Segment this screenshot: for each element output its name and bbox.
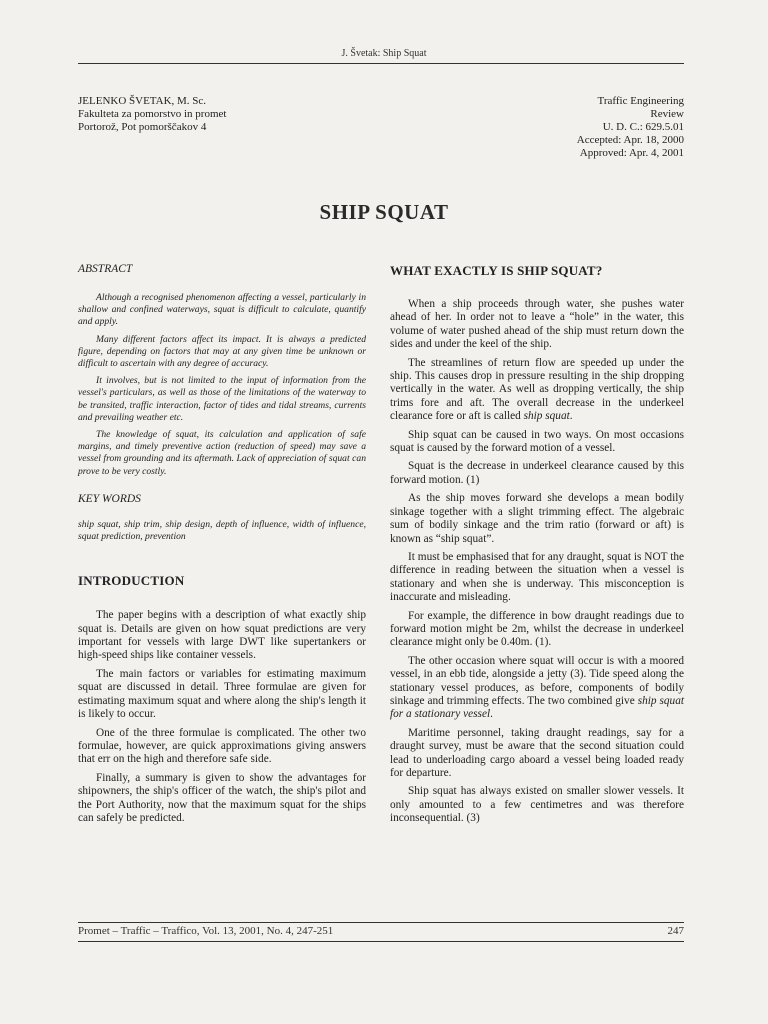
abstract-paragraph: It involves, but is not limited to the input of information from the vessel's particulars, as well as those of the limitations of the waterway to be transited, traffic interaction, factor of tides and tidal streams, currents and prevailing weather etc. <box>78 375 366 423</box>
abstract-heading: ABSTRACT <box>78 263 133 275</box>
author-affiliation: Fakulteta za pomorstvo in promet <box>78 108 227 120</box>
keywords-text: ship squat, ship trim, ship design, depth of influence, width of influence, squat prediction, prevention <box>78 518 366 543</box>
journal-line-1: Traffic Engineering <box>597 95 684 107</box>
body-paragraph <box>390 655 684 722</box>
abstract-paragraph: Many different factors affect its impact. It is always a predicted figure, depending on factors that may at any given time be unknown or difficult to ascertain with any degree of accuracy. <box>78 333 366 370</box>
paper-title: SHIP SQUAT <box>319 200 449 224</box>
body-paragraph: Ship squat has always existed on smaller slower vessels. It only amounted to a few centimetres and was therefore inconsequential. (3) <box>390 785 684 825</box>
author-address: Portorož, Pot pomorščakov 4 <box>78 121 207 133</box>
running-head: J. Švetak: Ship Squat <box>341 48 427 59</box>
journal-info <box>577 95 684 160</box>
body-text: The other occasion where squat will occur is with a moored vessel, in an ebb tide, alongside a jetty (3). Tide speed along the stationary vessel produces, as before, components of bodily sinkage and trimming effects. The two combined give <box>390 654 684 707</box>
body-text: . <box>569 410 573 423</box>
body-paragraph: When a ship proceeds through water, she pushes water ahead of her. In order not to leave a “hole” in the water, this volume of water pushed ahead of the ship must return down the sides and under the keel of the ship. <box>390 298 684 351</box>
introduction-paragraph: Finally, a summary is given to show the advantages for shipowners, the ship's officer of the watch, the ship's pilot and the Port Authority, now that the maximum squat for the ships can safely be predicted. <box>78 771 366 824</box>
footer-rule <box>78 922 684 923</box>
abstract-paragraph: The knowledge of squat, its calculation and application of safe margins, and timely preventive action (reduction of speed) may save a vessel from grounding and its aftermath. Lack of appreciation of squat can prove to be very costly. <box>78 429 366 477</box>
body-paragraph: It must be emphasised that for any draught, squat is NOT the difference in reading between the situation when a vessel is stationary and when she is underway. This misconception is inaccurate and misleading. <box>390 550 684 604</box>
right-column <box>390 263 684 831</box>
author-block <box>78 95 226 134</box>
introduction-paragraph: One of the three formulae is complicated. The other two formulae, however, are quick approximations giving answers that err on the high and therefore safe side. <box>78 726 366 766</box>
footer-citation: Promet – Traffic – Traffico, Vol. 13, 2001, No. 4, 247-251 <box>78 925 334 937</box>
body-paragraph: For example, the difference in bow draught readings due to forward motion might be 2m, whilst the decrease in underkeel clearance might only be 0.40m. (1). <box>390 609 684 649</box>
body-paragraph: Maritime personnel, taking draught readings, say for a draught survey, must be aware that the second situation could lead to underloading cargo aboard a vessel being loaded ready for departure. <box>390 726 684 779</box>
body-text: . <box>490 708 493 721</box>
left-column <box>78 263 366 830</box>
keywords-heading: KEY WORDS <box>78 492 141 505</box>
body-paragraph <box>390 357 684 424</box>
page-number: 247 <box>667 925 684 937</box>
introduction-paragraph: The paper begins with a description of what exactly ship squat is. Details are given on how squat predictions are very important for vessels with large DWT like supertankers or high-speed ships like container vessels. <box>78 609 366 662</box>
body-paragraph: As the ship moves forward she develops a mean bodily sinkage together with a slight trimming effect. The algebraic sum of bodily sinkage and the trim ratio (forward or aft) is known as “ship squat”. <box>390 492 684 545</box>
body-paragraph: Squat is the decrease in underkeel clearance caused by this forward motion. (1) <box>390 460 684 486</box>
body-paragraph: Ship squat can be caused in two ways. On most occasions squat is caused by the forward motion of a vessel. <box>390 428 684 455</box>
what-is-squat-heading: WHAT EXACTLY IS SHIP SQUAT? <box>390 263 603 278</box>
body-text: The streamlines of return flow are speeded up under the ship. This causes drop in pressure resulting in the ship dropping vertically in the water. As well as dropping vertically, the ship trims fore and aft. The overall decrease in the underkeel clearance fore or aft is called <box>390 356 684 423</box>
journal-line-2: Review <box>650 108 684 120</box>
author-line <box>78 95 226 108</box>
author-degree: M. Sc. <box>174 95 207 107</box>
footer-rule-bottom <box>78 941 684 942</box>
journal-approved: Approved: Apr. 4, 2001 <box>579 147 684 159</box>
abstract-paragraph: Although a recognised phenomenon affecting a vessel, particularly in shallow and confined waterways, squat is difficult to calculate, quantify and apply. <box>78 292 366 328</box>
journal-accepted: Accepted: Apr. 18, 2000 <box>576 134 684 146</box>
emphasis-text: ship squat for a stationary vessel <box>390 694 684 721</box>
header-rule <box>78 63 684 64</box>
journal-udc: U. D. C.: 629.5.01 <box>602 121 684 133</box>
emphasis-text: ship squat <box>523 410 570 423</box>
introduction-heading: INTRODUCTION <box>78 573 185 589</box>
introduction-paragraph: The main factors or variables for estimating maximum squat are discussed in detail. Three formulae are given for estimating maximum squat and where along the ship's length it is likely to occur. <box>78 667 366 721</box>
author-name: JELENKO ŠVETAK, <box>78 95 175 107</box>
